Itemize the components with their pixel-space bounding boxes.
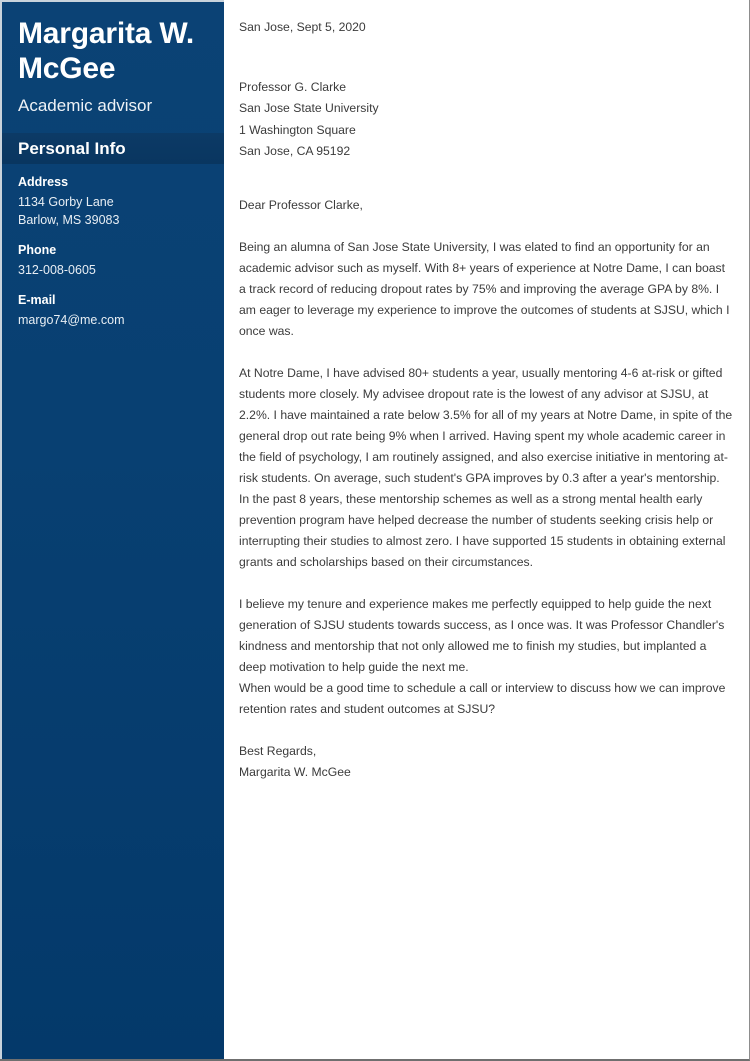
info-label-address: Address	[18, 175, 69, 189]
sidebar	[0, 0, 224, 1061]
recipient-city-state-zip: San Jose, CA 95192	[239, 144, 351, 159]
info-label-phone: Phone	[18, 243, 57, 257]
letter-body	[239, 0, 733, 783]
letter-paragraph-4: When would be a good time to schedule a call or interview to discuss how we can improve retention rates and student outcomes at SJSU?	[239, 680, 726, 716]
recipient-organization: San Jose State University	[239, 101, 379, 116]
closing-signature: Margarita W. McGee	[239, 765, 351, 780]
info-value-address-line-1: 1134 Gorby Lane	[18, 195, 114, 209]
letter-paragraph-2: At Notre Dame, I have advised 80+ students a year, usually mentoring 4-6 at-risk or gifted students more closely. My advisee dropout rate is the lowest of any advisor at SJSU, at 2.2%. I have maintained a rate below 3.5% for all of my years at Notre Dame, in spite of the general drop out rate being 9% when I arrived. Having spent my whole academic career in the field of psychology, I am routinely assigned, and also exercise initiative in mentoring at-risk students. On average, such student's GPA improves by 0.3 after a year's mentorship. In the past 8 years, these mentorship schemes as well as a strong mental health early prevention program have helped decrease the number of students seeking crisis help or interrupting their studies to almost zero. I have supported 15 students in obtaining external grants and scholarships based on their circumstances.	[239, 365, 733, 569]
recipient-street: 1 Washington Square	[239, 122, 356, 137]
info-label-email: E-mail	[18, 293, 56, 307]
letter-date: San Jose, Sept 5, 2020	[239, 20, 366, 34]
info-value-address-line-2: Barlow, MS 39083	[18, 213, 120, 227]
info-value-phone[interactable]: 312-008-0605	[18, 263, 96, 277]
letter-paragraph-3: I believe my tenure and experience makes me perfectly equipped to help guide the next generation of SJSU students towards success, as I once was. It was Professor Chandler's kindness and mentorship that not only allowed me to finish my studies, but implanted a deep motivation to help guide the next me.	[239, 596, 725, 674]
candidate-name: Margarita W. McGee	[18, 17, 194, 85]
candidate-role: Academic advisor	[18, 96, 153, 115]
personal-info-list	[2, 174, 224, 342]
letter-salutation: Dear Professor Clarke,	[239, 197, 363, 212]
personal-info-band	[2, 133, 224, 164]
closing-salutation: Best Regards,	[239, 743, 317, 758]
personal-info-title: Personal Info	[18, 139, 126, 158]
letter-closing	[239, 741, 733, 784]
info-group-phone	[18, 242, 210, 279]
recipient-name: Professor G. Clarke	[239, 80, 347, 94]
info-value-email[interactable]: margo74@me.com	[18, 313, 125, 327]
recipient-address	[239, 77, 733, 163]
letter-paragraph-1: Being an alumna of San Jose State University, I was elated to find an opportunity for an academic advisor such as myself. With 8+ years of experience at Notre Dame, I can boast a track record of reducing dropout rates by 75% and improving the average GPA by 8%. I am eager to leverage my experience to improve the outcomes of students at SJSU, which I once was.	[239, 239, 730, 338]
info-group-address	[18, 174, 210, 229]
info-group-email	[18, 292, 210, 329]
